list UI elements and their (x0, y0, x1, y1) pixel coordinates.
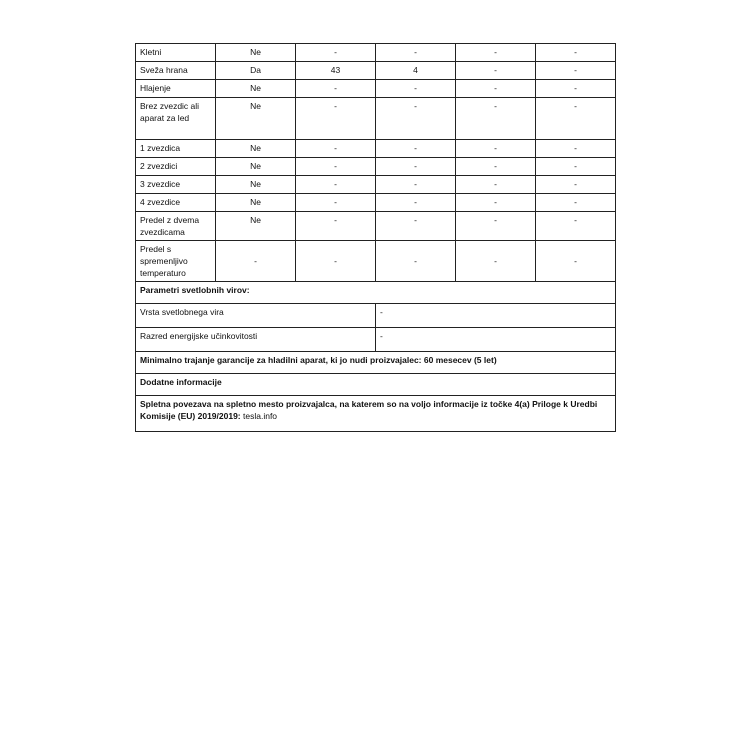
compartment-value: - (536, 80, 616, 98)
light-type-label: Vrsta svetlobnega vira (136, 304, 376, 328)
compartment-row (136, 98, 616, 140)
compartment-value: - (456, 80, 536, 98)
compartment-label: Kletni (136, 44, 216, 62)
compartment-rows (136, 44, 616, 282)
compartment-value: - (376, 44, 456, 62)
compartment-value: - (296, 194, 376, 212)
compartment-value: - (296, 44, 376, 62)
compartment-row (136, 140, 616, 158)
compartment-value: - (536, 98, 616, 140)
compartment-present: Ne (216, 44, 296, 62)
compartment-value: - (536, 176, 616, 194)
compartment-row (136, 44, 616, 62)
compartment-row (136, 80, 616, 98)
compartment-value: - (376, 241, 456, 282)
compartment-present: Ne (216, 212, 296, 241)
compartment-value: - (296, 98, 376, 140)
compartment-row (136, 62, 616, 80)
compartment-label: Predel s spremenljivo temperaturo (136, 241, 216, 282)
compartment-present: Ne (216, 80, 296, 98)
compartment-value: - (456, 62, 536, 80)
guarantee-text: Minimalno trajanje garancije za hladilni aparat, ki jo nudi proizvajalec: 60 mesecev (5 let) (136, 352, 616, 374)
compartment-present: Ne (216, 194, 296, 212)
compartment-value: - (536, 241, 616, 282)
compartment-label: 4 zvezdice (136, 194, 216, 212)
compartment-value: - (456, 44, 536, 62)
compartment-label: Predel z dvema zvezdicama (136, 212, 216, 241)
weblink-cell (136, 396, 616, 432)
energy-class-value: - (376, 328, 616, 352)
energy-class-label: Razred energijske učinkovitosti (136, 328, 376, 352)
compartment-label: Brez zvezdic ali aparat za led (136, 98, 216, 140)
additional-info-heading: Dodatne informacije (136, 374, 616, 396)
compartment-value: 4 (376, 62, 456, 80)
light-params-heading: Parametri svetlobnih virov: (136, 282, 616, 304)
compartment-value: - (296, 80, 376, 98)
compartment-value: - (376, 98, 456, 140)
compartment-label: 1 zvezdica (136, 140, 216, 158)
compartment-label: Hlajenje (136, 80, 216, 98)
compartment-row (136, 194, 616, 212)
compartment-value: - (456, 176, 536, 194)
compartment-row (136, 158, 616, 176)
compartment-value: - (456, 194, 536, 212)
compartment-value: - (376, 176, 456, 194)
weblink-url[interactable]: tesla.info (243, 411, 278, 421)
compartment-value: - (296, 212, 376, 241)
compartment-value: - (536, 140, 616, 158)
compartment-value: - (296, 140, 376, 158)
compartment-present: Ne (216, 176, 296, 194)
compartment-row (136, 212, 616, 241)
compartment-present: Ne (216, 140, 296, 158)
compartment-row (136, 176, 616, 194)
compartment-value: 43 (296, 62, 376, 80)
light-type-value: - (376, 304, 616, 328)
compartment-value: - (376, 140, 456, 158)
compartment-value: - (536, 194, 616, 212)
compartment-present: Ne (216, 98, 296, 140)
compartment-label: 3 zvezdice (136, 176, 216, 194)
compartment-value: - (536, 62, 616, 80)
compartment-value: - (456, 212, 536, 241)
compartment-label: Sveža hrana (136, 62, 216, 80)
compartment-value: - (376, 194, 456, 212)
compartment-value: - (536, 44, 616, 62)
compartment-value: - (536, 212, 616, 241)
compartment-value: - (376, 80, 456, 98)
compartment-value: - (296, 158, 376, 176)
compartment-present: Da (216, 62, 296, 80)
appliance-info-table (135, 43, 616, 432)
compartment-value: - (296, 176, 376, 194)
compartment-value: - (456, 158, 536, 176)
compartment-present: - (216, 241, 296, 282)
compartment-label: 2 zvezdici (136, 158, 216, 176)
compartment-value: - (456, 241, 536, 282)
compartment-value: - (456, 98, 536, 140)
compartment-value: - (536, 158, 616, 176)
weblink-text: Spletna povezava na spletno mesto proizvajalca, na katerem so na voljo informacije iz točke 4(a) Priloge k Uredbi Komisije (EU) 2019/2019: (140, 399, 598, 421)
compartment-present: Ne (216, 158, 296, 176)
compartment-value: - (456, 140, 536, 158)
compartment-value: - (376, 158, 456, 176)
compartment-value: - (296, 241, 376, 282)
compartment-row (136, 241, 616, 282)
compartment-value: - (376, 212, 456, 241)
